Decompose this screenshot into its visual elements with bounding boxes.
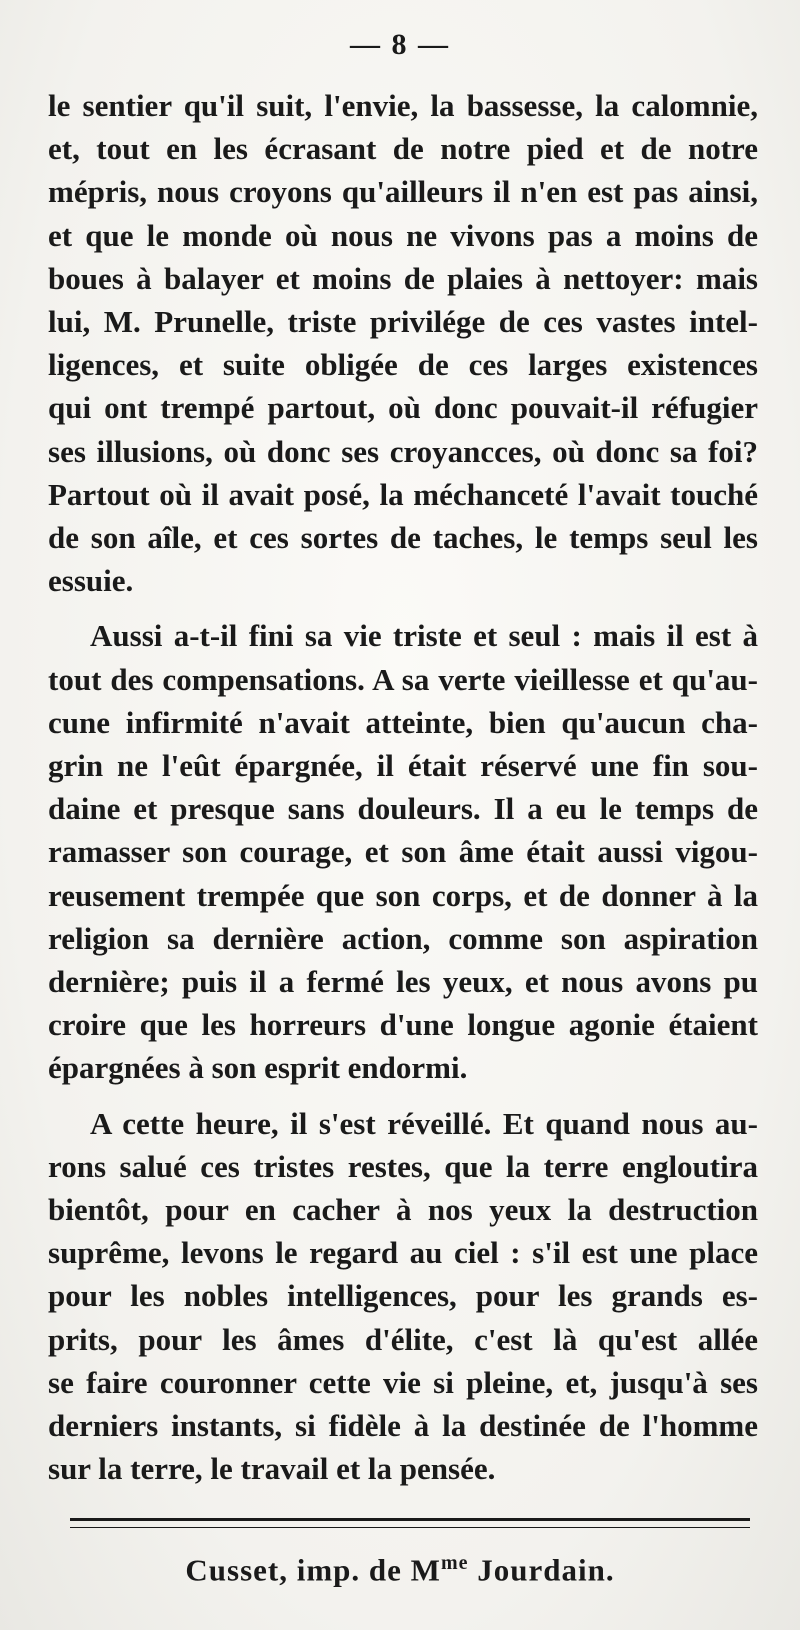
text-line: A cette heure, il s'est réveillé. Et quand nous au-: [90, 1105, 758, 1141]
separator-rule: [70, 1518, 750, 1528]
text-line: mépris, nous croyons qu'ailleurs il n'en est pas ainsi,: [48, 174, 758, 210]
text-line: grin ne l'eût épargnée, il était réservé une fin sou-: [48, 748, 758, 784]
text-line: le sentier qu'il suit, l'envie, la bassesse, la calomnie,: [48, 88, 758, 123]
text-line: essuie.: [48, 563, 134, 599]
text-line: cune infirmité n'avait atteinte, bien qu'aucun cha-: [48, 704, 758, 740]
text-line: ramasser son courage, et son âme était aussi vigou-: [48, 834, 758, 870]
text-line: boues à balayer et moins de plaies à nettoyer: mais: [48, 260, 758, 296]
text-line: religion sa dernière action, comme son aspiration: [48, 920, 758, 956]
imprint-name: Jourdain.: [468, 1552, 615, 1588]
text-line: sur la terre, le travail et la pensée.: [48, 1451, 496, 1487]
text-line: tout des compensations. A sa verte vieillesse et qu'au-: [48, 661, 758, 697]
text-line: derniers instants, si fidèle à la destinée de l'homme: [48, 1408, 758, 1444]
printer-imprint: [0, 1552, 800, 1588]
paragraph-2: [48, 614, 758, 1089]
text-line: prits, pour les âmes d'élite, c'est là qu'est allée: [48, 1321, 758, 1357]
text-line: se faire couronner cette vie si pleine, et, jusqu'à ses: [48, 1364, 758, 1400]
text-line: de son aîle, et ces sortes de taches, le temps seul les: [48, 520, 758, 556]
paragraph-1: [48, 84, 758, 602]
text-line: et, tout en les écrasant de notre pied et de notre: [48, 131, 758, 167]
text-line: croire que les horreurs d'une longue agonie étaient: [48, 1007, 758, 1043]
text-line: Partout où il avait posé, la méchanceté l'avait touché: [48, 476, 758, 512]
text-line: bientôt, pour en cacher à nos yeux la destruction: [48, 1192, 758, 1228]
text-line: daine et presque sans douleurs. Il a eu le temps de: [48, 791, 758, 827]
text-line: ses illusions, où donc ses croyancces, où donc sa foi?: [48, 433, 758, 469]
text-line: dernière; puis il a fermé les yeux, et nous avons pu: [48, 964, 758, 1000]
text-line: lui, M. Prunelle, triste privilége de ces vastes intel-: [48, 304, 758, 340]
imprint-text: Cusset, imp. de M: [185, 1552, 441, 1588]
text-line: pour les nobles intelligences, pour les grands es-: [48, 1278, 758, 1314]
text-line: ligences, et suite obligée de ces larges existences: [48, 347, 758, 383]
text-line: rons salué ces tristes restes, que la terre engloutira: [48, 1148, 758, 1184]
body-text: [48, 84, 758, 1503]
text-line: suprême, levons le regard au ciel : s'il est une place: [48, 1235, 758, 1271]
page-number: — 8 —: [350, 28, 450, 61]
text-line: épargnées à son esprit endormi.: [48, 1050, 468, 1086]
text-line: qui ont trempé partout, où donc pouvait-il réfugier: [48, 390, 758, 426]
text-line: et que le monde où nous ne vivons pas a moins de: [48, 217, 758, 253]
paragraph-3: [48, 1102, 758, 1491]
text-line: reusement trempée que son corps, et de donner à la: [48, 877, 758, 913]
imprint-superscript: me: [440, 1552, 469, 1574]
text-line: Aussi a-t-il fini sa vie triste et seul : mais il est à: [90, 618, 758, 654]
